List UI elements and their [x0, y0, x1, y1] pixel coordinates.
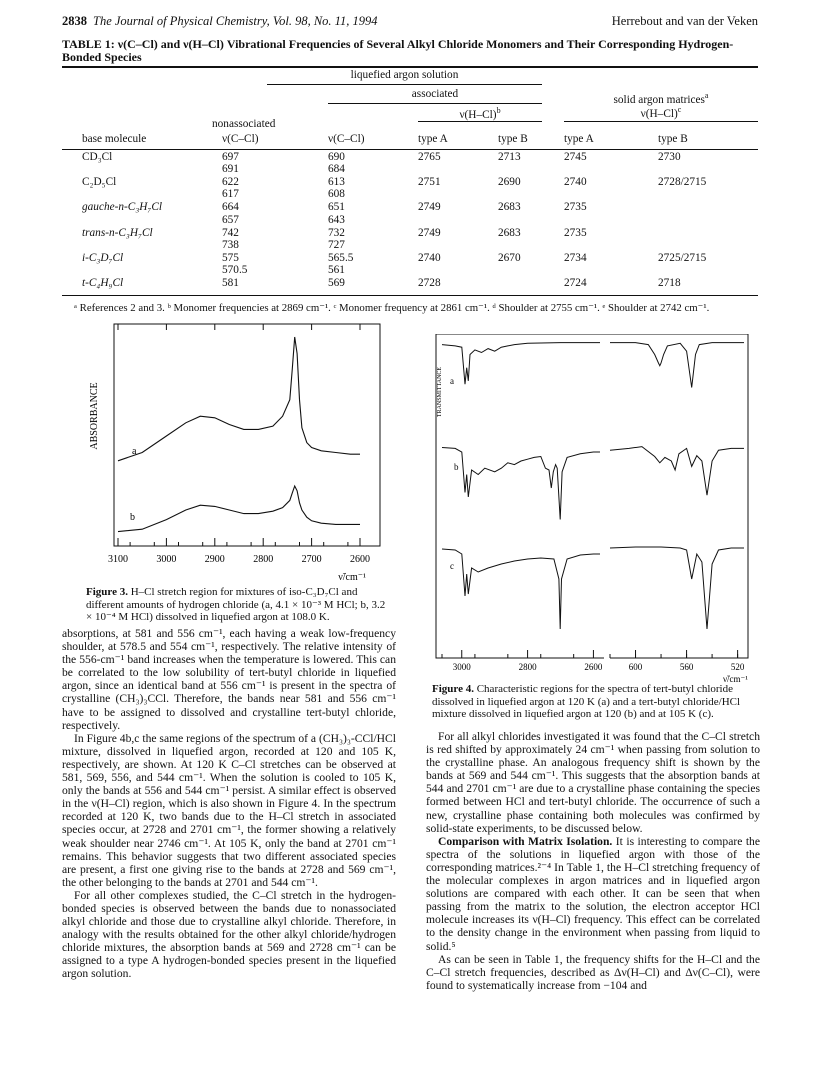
figure-3-trace-b	[118, 486, 360, 532]
left-text-column	[62, 627, 396, 981]
table-cell-base-molecule: i-C₃D₇Cl	[82, 251, 124, 264]
table-cell-base-molecule: trans-n-C₃H₇Cl	[82, 226, 153, 239]
figure-4-caption: Figure 4. Characteristic regions for the spectra of tert-butyl chloride dissolved in liquefied argon at 120 K (a) and a tert-butyl chloride/HCl mixture dissolved in liquefied argon at 120 (b) and at 105 K (c).	[432, 683, 741, 721]
table-cell-nonassoc: 738	[222, 238, 239, 251]
paragraph-text: In Figure 4b,c the same regions of the spectrum of a (CH₃)₃-CCl/HCl mixture, dissolved in liquefied argon, recorded at 120 and 105 K, respectively, are shown. At 120 K C–Cl stretches can be observed at 581, 569, 556, and 544 cm⁻¹. When the solution is cooled to 105 K, only the bands at 556 and 544 cm⁻¹ persist. A similar effect is observed in the ν(H–Cl) region, which is also shown in Figure 4. In the spectrum recorded at 120 K, two bands due to the H–Cl stretch in associated species occur, at 2728 and 2701 cm⁻¹, the former showing a relatively weak shoulder near 2746 cm⁻¹. At 105 K, only the band at 2701 cm⁻¹ remains. This behavior suggests that two different associated species are present, a first one giving rise to the bands at 2728 and 569 cm⁻¹, the other belonging to the bands at 2701 and 544 cm⁻¹.	[62, 731, 396, 889]
header-solid-type-a: type A	[564, 133, 594, 145]
header-solid-type-b: type B	[658, 133, 688, 145]
figure-3-label-b: b	[130, 512, 135, 523]
figure-3-frame	[114, 324, 380, 546]
figure-3-tick-label: 2700	[301, 554, 322, 565]
figure-4-label-c: c	[450, 561, 454, 571]
table-rule-top	[62, 66, 758, 68]
figure-4-trace-b-right	[610, 447, 744, 496]
rule-solid-hcl	[564, 121, 758, 122]
table-cell-type-a: 2740	[418, 251, 441, 264]
rule-associated	[328, 103, 542, 104]
table-cell-solid-type-b: 2725/2715	[658, 251, 707, 264]
paragraph-text: For all alkyl chlorides investigated it was found that the C–Cl stretch is red shifted by approximately 24 cm⁻¹ when passing from solution to the crystalline phase. An analogous frequency shift is shown by the bands at 569 and 544 cm⁻¹. This suggests that the absorption bands at 544 and 2701 cm⁻¹ are due to a crystalline phase containing the species formed between HCl and tert-butyl chloride. The occurrence of such a new, crystalline phase containing both molecules was confirmed by solid-state experiments, to be discussed below.	[426, 730, 760, 835]
table-cell-nonassoc: 581	[222, 277, 239, 289]
figure-3-tick-label: 2900	[204, 554, 225, 565]
figure-3-caption: Figure 3. H–Cl stretch region for mixtures of iso-C₃D₇Cl and different amounts of hydrogen chloride (a, 4.1 × 10⁻³ M HCl; b, 3.2 × 10⁻⁴ M HCl) dissolved in liquefied argon at 108.0 K.	[86, 586, 386, 624]
table-cell-assoc-ccl: 684	[328, 163, 345, 176]
figure-4-tick-label: 560	[679, 662, 694, 672]
figure-4-trace-b-left	[442, 448, 600, 520]
table-cell-type-b: 2683	[498, 201, 521, 214]
header-type-a: type A	[418, 133, 448, 145]
section-heading: Comparison with Matrix Isolation.	[438, 834, 613, 848]
figure-4-frame	[436, 334, 748, 658]
paragraph-text: It is interesting to compare the spectra of the solutions in liquefied argon with those of the corresponding matrices.²⁻⁴ In Table 1, the H–Cl stretching frequency of the molecular complexes in argon matrices and in liquefied argon solutions are compared with each other. It can be seen that when passing from the matrix to the solution, the electron acceptor HCl molecule increases its ν(H–Cl) frequency. This effect can be correlated to the density change in the environment when passing from liquid to solid.⁵	[426, 834, 760, 953]
table-cell-type-a: 2765	[418, 151, 441, 163]
figure-4-ticks	[442, 650, 738, 658]
table-cell-type-a: 2751	[418, 176, 441, 189]
table-rule-bottom	[62, 295, 758, 296]
table-cell-nonassoc: 575	[222, 251, 239, 264]
frequency-table	[62, 66, 758, 298]
figure-4-trace-a-right	[610, 343, 744, 388]
paragraph-text: absorptions, at 581 and 556 cm⁻¹, each having a weak low-frequency shoulder, at 578.5 and 554 cm⁻¹, respectively. The relative intensity of the 556-cm⁻¹ band increases when the temperature is lowered. This can be correlated to the low solubility of tert-butyl chloride in liquefied argon, since an identical band at 556 cm⁻¹ is present in the spectra of crystalline (CH₃)₃CCl. Therefore, the bands near 581 and 556 cm⁻¹ have to be assigned to dissolved and crystalline tert-butyl chloride, respectively.	[62, 627, 396, 732]
figure-3-trace-a	[118, 337, 360, 461]
table-cell-type-b: 2690	[498, 176, 521, 189]
figure-4-chart	[432, 334, 752, 684]
table-cell-assoc-ccl: 732	[328, 226, 345, 239]
table-cell-type-a: 2749	[418, 226, 441, 239]
figure-3-ylabel: ABSORBANCE	[89, 382, 100, 450]
figure-4-ylabel: TRANSMITTANCE	[437, 366, 443, 418]
table-rule-header	[62, 149, 758, 150]
header-solid-hcl: $\nu(H-Cl)^c$	[640, 105, 682, 120]
figure-3-chart	[86, 322, 386, 586]
header-nonassoc-ccl: ν(C–Cl)	[222, 133, 259, 145]
journal-citation: The Journal of Physical Chemistry, Vol. 98, No. 11, 1994	[93, 14, 378, 28]
table-cell-solid-type-a: 2740	[564, 176, 587, 189]
table-cell-assoc-ccl: 608	[328, 188, 345, 201]
body-paragraph	[62, 627, 396, 732]
table-cell-base-molecule: CD₃Cl	[82, 151, 113, 163]
figure-3-tick-label: 2600	[350, 554, 370, 565]
header-associated: associated	[411, 88, 459, 100]
table-cell-solid-type-b: 2728/2715	[658, 176, 707, 189]
figure-3-tick-label: 3000	[156, 554, 177, 565]
body-paragraph	[426, 730, 760, 835]
table-cell-nonassoc: 622	[222, 176, 239, 189]
right-text-column	[426, 730, 760, 992]
figure-3-label-a: a	[132, 446, 137, 457]
table-cell-nonassoc: 657	[222, 213, 239, 226]
rule-liquid	[267, 84, 542, 85]
body-paragraph	[426, 835, 760, 953]
body-paragraph	[62, 889, 396, 981]
body-paragraph	[426, 953, 760, 992]
paragraph-text: For all other complexes studied, the C–Cl stretch in the hydrogen-bonded species is observed between the bands due to nonassociated alkyl chloride and those due to crystalline alkyl chloride. Therefore, in analogy with the results obtained for the other alkyl chloride/hydrogen chloride mixtures, the absorption bands at 569 and 2728 cm⁻¹ can be assigned to a type A hydrogen-bonded species present in the liquefied argon solution.	[62, 888, 396, 981]
table-footnotes: ᵃ References 2 and 3. ᵇ Monomer frequencies at 2869 cm⁻¹. ᶜ Monomer frequency at 2861 cm⁻¹. ᵈ Shoulder at 2755 cm⁻¹. ᵉ Shoulder at 2742 cm⁻¹.	[74, 302, 710, 314]
figure-3-tick-labels	[108, 554, 370, 565]
table-cell-type-b: 2670	[498, 251, 521, 264]
table-cell-nonassoc: 570.5	[222, 264, 248, 276]
figure-4-traces	[442, 343, 744, 629]
figure-3-tick-label: 3100	[108, 554, 128, 565]
table-cell-nonassoc: 691	[222, 163, 239, 176]
figure-4-trace-c-left	[442, 549, 600, 629]
table-cell-nonassoc: 664	[222, 201, 239, 214]
table-cell-type-b: 2683	[498, 226, 521, 239]
table-cell-assoc-ccl: 690	[328, 151, 345, 163]
header-base-molecule: base molecule	[82, 133, 147, 145]
table-cell-solid-type-a: 2745	[564, 151, 587, 163]
table-cell-type-a: 2728	[418, 277, 441, 289]
author-names: Herrebout and van der Veken	[611, 14, 758, 28]
body-paragraph	[62, 732, 396, 889]
header-assoc-ccl: ν(C–Cl)	[328, 133, 365, 145]
figure-4-tick-labels	[453, 662, 745, 672]
figure-4-tick-label: 2600	[584, 662, 603, 672]
table-cell-base-molecule: t-C₄H₉Cl	[82, 277, 124, 289]
table-cell-base-molecule: gauche-n-C₃H₇Cl	[82, 201, 163, 214]
rule-assoc-hcl	[418, 121, 542, 122]
table-cell-nonassoc: 617	[222, 188, 239, 201]
figure-4-label-a: a	[450, 376, 454, 386]
table-cell-solid-type-a: 2735	[564, 201, 587, 214]
table-caption: TABLE 1: ν(C–Cl) and ν(H–Cl) Vibrational Frequencies of Several Alkyl Chloride Monomers and Their Corresponding Hydrogen-Bonded Species	[62, 37, 734, 64]
figure-3-tick-label: 2800	[253, 554, 274, 565]
figure-4-trace-c-right	[610, 547, 744, 629]
figure-3-xlabel: ν̃/cm⁻¹	[338, 572, 366, 583]
table-cell-assoc-ccl: 643	[328, 213, 345, 226]
figure-4-label-b: b	[454, 462, 459, 472]
table-cell-solid-type-b: 2718	[658, 277, 681, 289]
table-cell-solid-type-a: 2734	[564, 251, 587, 264]
table-cell-assoc-ccl: 727	[328, 238, 345, 251]
running-header	[62, 14, 758, 30]
table-cell-assoc-ccl: 651	[328, 201, 345, 214]
figure-4-xlabel: ν̃/cm⁻¹	[722, 674, 748, 684]
paragraph-text: As can be seen in Table 1, the frequency shifts for the H–Cl and the C–Cl stretch frequencies, described as Δν(H–Cl) and Δν(C–Cl), were found to systematically increase from −104 and	[426, 952, 760, 992]
table-cell-type-b: 2713	[498, 151, 521, 163]
header-nonassociated: nonassociated	[212, 118, 276, 130]
table-cell-nonassoc: 697	[222, 151, 239, 163]
header-liquid-argon: liquefied argon solution	[350, 69, 459, 81]
table-cell-type-a: 2749	[418, 201, 441, 214]
figure-4-tick-label: 3000	[452, 662, 471, 672]
table-cell-assoc-ccl: 561	[328, 264, 345, 276]
table-cell-assoc-ccl: 569	[328, 277, 345, 289]
table-cell-nonassoc: 742	[222, 226, 239, 239]
header-solid-argon: solid argon matrices$^a$	[613, 91, 709, 106]
header-assoc-hcl: $\nu(H-Cl)^b$	[459, 106, 501, 121]
page-number: 2838	[62, 14, 87, 28]
figure-4-trace-a-left	[442, 343, 600, 385]
figure-4-tick-label: 520	[730, 662, 745, 672]
table-cell-solid-type-b: 2730	[658, 151, 681, 163]
figure-4-tick-label: 2800	[518, 662, 537, 672]
table-cell-assoc-ccl: 565.5	[328, 251, 354, 264]
table-cell-base-molecule: C₂D₅Cl	[82, 176, 117, 189]
figure-4-tick-label: 600	[628, 662, 643, 672]
table-cell-solid-type-a: 2735	[564, 226, 587, 239]
table-cell-solid-type-a: 2724	[564, 277, 587, 289]
header-type-b: type B	[498, 133, 528, 145]
table-cell-assoc-ccl: 613	[328, 176, 345, 189]
